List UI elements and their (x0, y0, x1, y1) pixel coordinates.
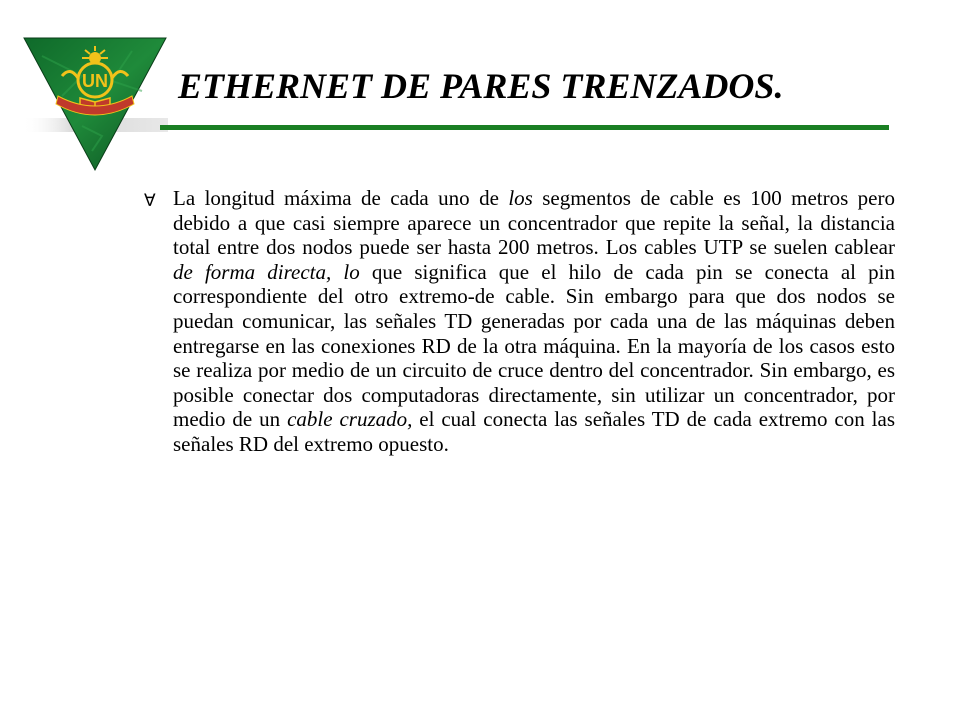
text-segment: el cual conecta las señales TD de cada extremo con las señales RD del extremo opuesto. (173, 407, 895, 456)
text-segment-italic: los (508, 186, 533, 210)
text-segment: La longitud máxima de cada uno de (173, 186, 509, 210)
bullet-paragraph (173, 186, 895, 457)
text-segment-italic: de forma directa, lo (173, 259, 360, 284)
university-shield-logo-icon (22, 36, 168, 172)
title-underline (160, 125, 889, 130)
text-segment-italic: cable cruzado, (287, 407, 413, 432)
svg-text:UN: UN (82, 71, 108, 91)
text-segment: que significa que el hilo de cada pin se conecta al pin correspondiente del otro extremo-de cable. Sin embargo para que dos nodos se puedan comunicar, las señales TD generadas por cada una de las máquinas deben entregarse en las conexiones RD de la otra máquina. En la mayoría de los casos esto se realiza por medio de un circuito de cruce dentro del concentrador. Sin embargo, es posible conectar dos computadoras directamente, sin utilizar un concentrador, por medio de un (173, 259, 896, 432)
check-bullet-icon: ∀ (144, 191, 156, 211)
page-title: ETHERNET DE PARES TRENZADOS. (178, 66, 784, 106)
text-segment: segmentos de cable es 100 metros pero debido a que casi siempre aparece un concentrador que repite la señal, la distancia total entre dos nodos puede ser hasta 200 metros. Los cables UTP se suelen cablear (173, 186, 895, 260)
